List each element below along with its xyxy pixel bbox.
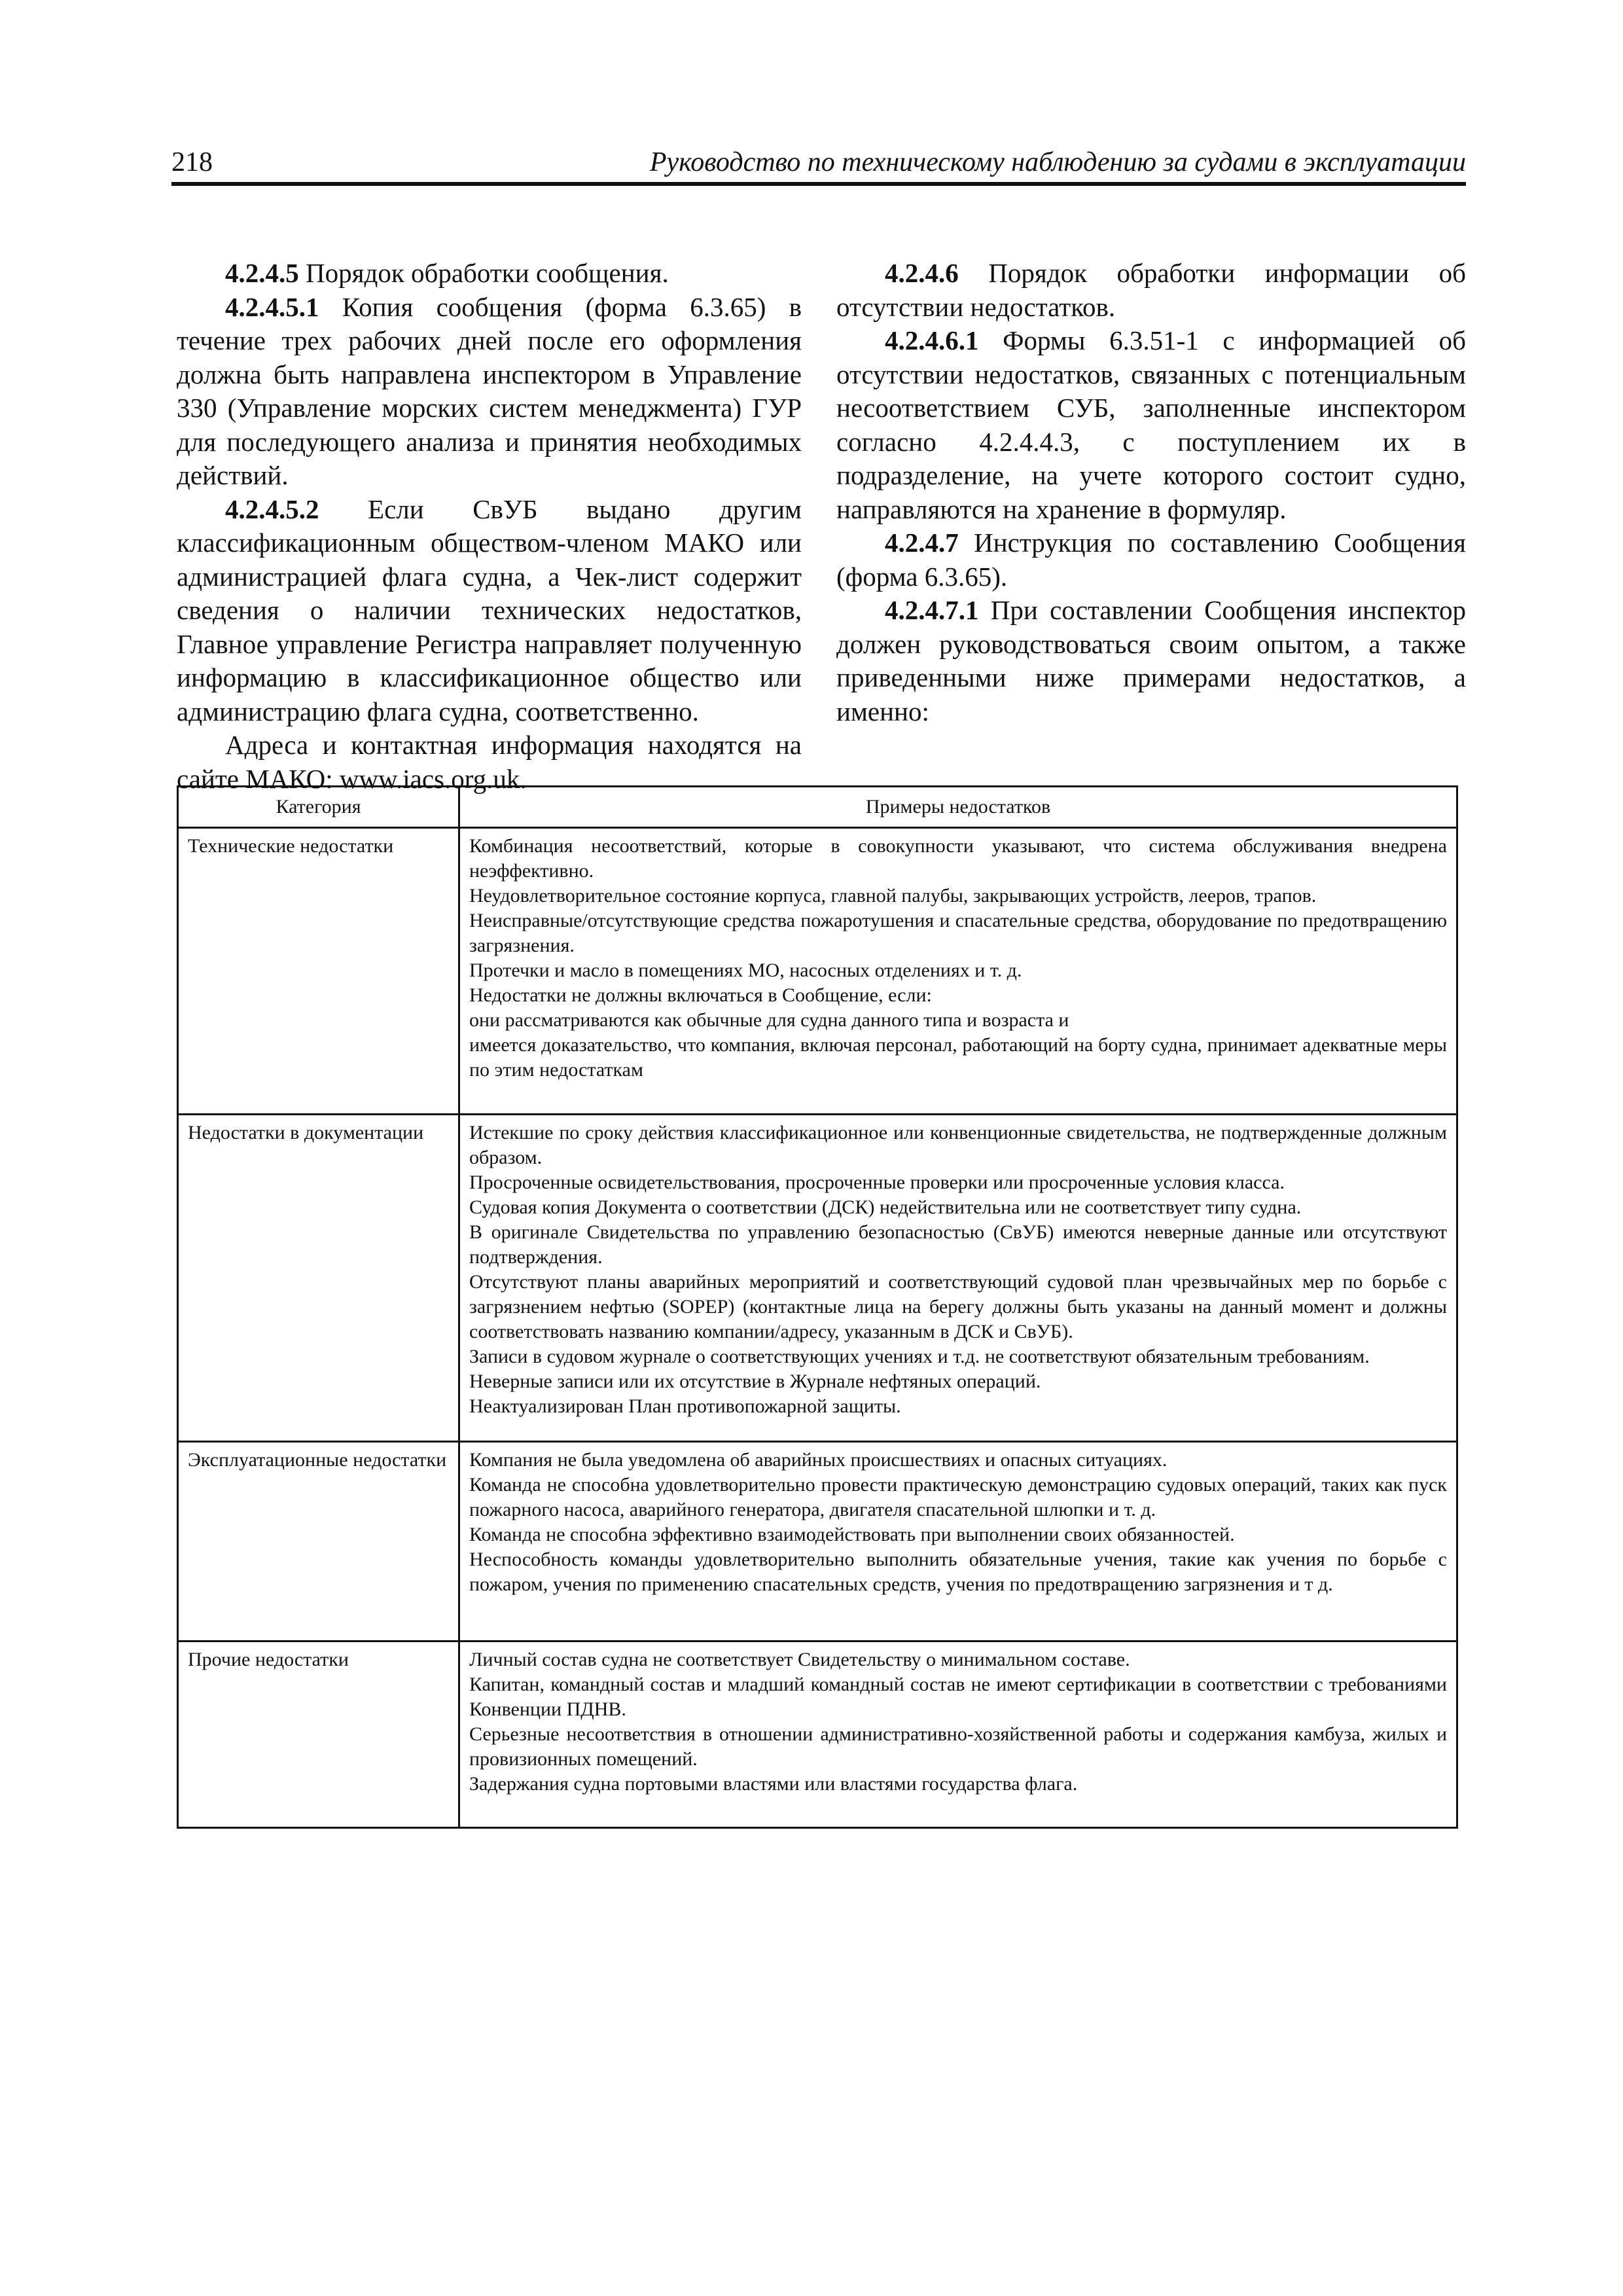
- example-item: Записи в судовом журнале о соответствующих учениях и т.д. не соответствуют обязательным требованиям.: [469, 1346, 1370, 1367]
- category-cell: Прочие недостатки: [178, 1641, 459, 1828]
- running-title: Руководство по техническому наблюдению за судами в эксплуатации: [649, 147, 1466, 177]
- column-header-examples: Примеры недостатков: [459, 787, 1457, 828]
- example-item: Судовая копия Документа о соответствии (ДСК) недействительна или не соответствует типу судна.: [469, 1196, 1302, 1218]
- page-number: 218: [171, 147, 213, 177]
- table-body: [178, 828, 1457, 1828]
- example-item: имеется доказательство, что компания, включая персонал, работающий на борту судна, принимает адекватные меры по этим недостаткам: [469, 1034, 1447, 1081]
- paragraph: 4.2.4.7.1 При составлении Сообщения инспектор должен руководствоваться своим опытом, а также приведенными ниже примерами недостатков, а именно:: [836, 595, 1466, 726]
- example-item: Неспособность команды удовлетворительно выполнить обязательные учения, такие как учения по борьбе с пожаром, учения по применению спасательных средств, учения по предотвращению загрязнения и т д.: [469, 1549, 1447, 1595]
- examples-cell: [459, 1115, 1457, 1442]
- section-number: 4.2.4.5.1: [225, 291, 319, 322]
- table-row: [178, 1115, 1457, 1442]
- example-item: Неисправные/отсутствующие средства пожаротушения и спасательные средства, оборудование по предотвращению загрязнения.: [469, 910, 1447, 956]
- paragraph: 4.2.4.6 Порядок обработки информации об отсутствии недостатков.: [836, 258, 1466, 322]
- paragraph: 4.2.4.5.1 Копия сообщения (форма 6.3.65) в течение трех рабочих дней после его оформления должна быть направлена инспектором в Управление 330 (Управление морских систем менеджмента) ГУР для последующего анализа и принятия необходимых действий.: [177, 291, 802, 490]
- example-item: Неактуализирован План противопожарной защиты.: [469, 1395, 901, 1417]
- category-cell: Недостатки в документации: [178, 1115, 459, 1442]
- paragraph: 4.2.4.6.1 Формы 6.3.51-1 с информацией об отсутствии недостатков, связанных с потенциальным несоответствием СУБ, заполненные инспектором согласно 4.2.4.4.3, с поступлением их в подразделение, на учете которого состоит судно, направляются на хранение в формуляр.: [836, 325, 1466, 524]
- example-item: Команда не способна удовлетворительно провести практическую демонстрацию судовых операций, таких как пуск пожарного насоса, аварийного генератора, двигателя спасательной шлюпки и т. д.: [469, 1474, 1447, 1520]
- category-cell: Технические недостатки: [178, 828, 459, 1115]
- examples-cell: [459, 1442, 1457, 1641]
- table-row: [178, 1641, 1457, 1828]
- right-column: [836, 257, 1466, 728]
- example-item: Комбинация несоответствий, которые в совокупности указывают, что система обслуживания внедрена неэффективно.: [469, 835, 1447, 882]
- section-number: 4.2.4.7.1: [885, 595, 979, 625]
- table-header-row: [178, 787, 1457, 828]
- section-number: 4.2.4.6: [885, 258, 959, 288]
- example-item: Недостатки не должны включаться в Сообщение, если:: [469, 984, 932, 1006]
- example-item: Протечки и масло в помещениях МО, насосных отделениях и т. д.: [469, 960, 1022, 981]
- category-cell: Эксплуатационные недостатки: [178, 1442, 459, 1641]
- section-number: 4.2.4.5: [225, 258, 299, 288]
- examples-cell: [459, 828, 1457, 1115]
- example-item: Неудовлетворительное состояние корпуса, главной палубы, закрывающих устройств, лееров, трапов.: [469, 885, 1317, 906]
- example-item: В оригинале Свидетельства по управлению безопасностью (СвУБ) имеются неверные данные или отсутствуют подтверждения.: [469, 1221, 1447, 1268]
- paragraph: 4.2.4.5.2 Если СвУБ выдано другим классификационным обществом-членом МАКО или администрацией флага судна, а Чек-лист содержит сведения о наличии технических недостатков, Главное управление Регистра направляет полученную информацию в классификационное общество или администрацию флага судна, соответственно.: [177, 493, 802, 726]
- example-item: Неверные записи или их отсутствие в Журнале нефтяных операций.: [469, 1371, 1041, 1392]
- section-number: 4.2.4.6.1: [885, 325, 979, 355]
- section-number: 4.2.4.7: [885, 528, 959, 558]
- example-item: Команда не способна эффективно взаимодействовать при выполнении своих обязанностей.: [469, 1524, 1235, 1545]
- example-item: Личный состав судна не соответствует Свидетельству о минимальном составе.: [469, 1649, 1130, 1670]
- section-number: 4.2.4.5.2: [225, 493, 319, 524]
- left-column: [177, 257, 802, 796]
- paragraph: Адреса и контактная информация находятся на сайте МАКО: www.iacs.org.uk.: [177, 730, 802, 794]
- page-header: [171, 143, 1466, 186]
- table-row: [178, 1442, 1457, 1641]
- example-item: Серьезные несоответствия в отношении административно-хозяйственной работы и содержания камбуза, жилых и провизионных помещений.: [469, 1723, 1447, 1770]
- example-item: Задержания судна портовыми властями или властями государства флага.: [469, 1773, 1078, 1795]
- defects-table: [177, 785, 1458, 1829]
- paragraph: 4.2.4.5 Порядок обработки сообщения.: [225, 258, 669, 288]
- example-item: Капитан, командный состав и младший командный состав не имеют сертификации в соответствии с требованиями Конвенции ПДНВ.: [469, 1674, 1447, 1720]
- example-item: Отсутствуют планы аварийных мероприятий и соответствующий судовой план чрезвычайных мер по борьбе с загрязнением нефтью (SOPEP) (контактные лица на берегу должны быть указаны на данный момент и должны соответствовать названию компании/адресу, указанным в ДСК и СвУБ).: [469, 1271, 1447, 1342]
- example-item: Компания не была уведомлена об аварийных происшествиях и опасных ситуациях.: [469, 1449, 1168, 1471]
- example-item: они рассматриваются как обычные для судна данного типа и возраста и: [469, 1009, 1069, 1031]
- example-item: Просроченные освидетельствования, просроченные проверки или просроченные условия класса.: [469, 1172, 1285, 1193]
- column-header-category: Категория: [178, 787, 459, 828]
- examples-cell: [459, 1641, 1457, 1828]
- paragraph: 4.2.4.7 Инструкция по составлению Сообщения (форма 6.3.65).: [836, 528, 1466, 592]
- example-item: Истекшие по сроку действия классификационное или конвенционные свидетельства, не подтвержденные должным образом.: [469, 1122, 1447, 1168]
- table-row: [178, 828, 1457, 1115]
